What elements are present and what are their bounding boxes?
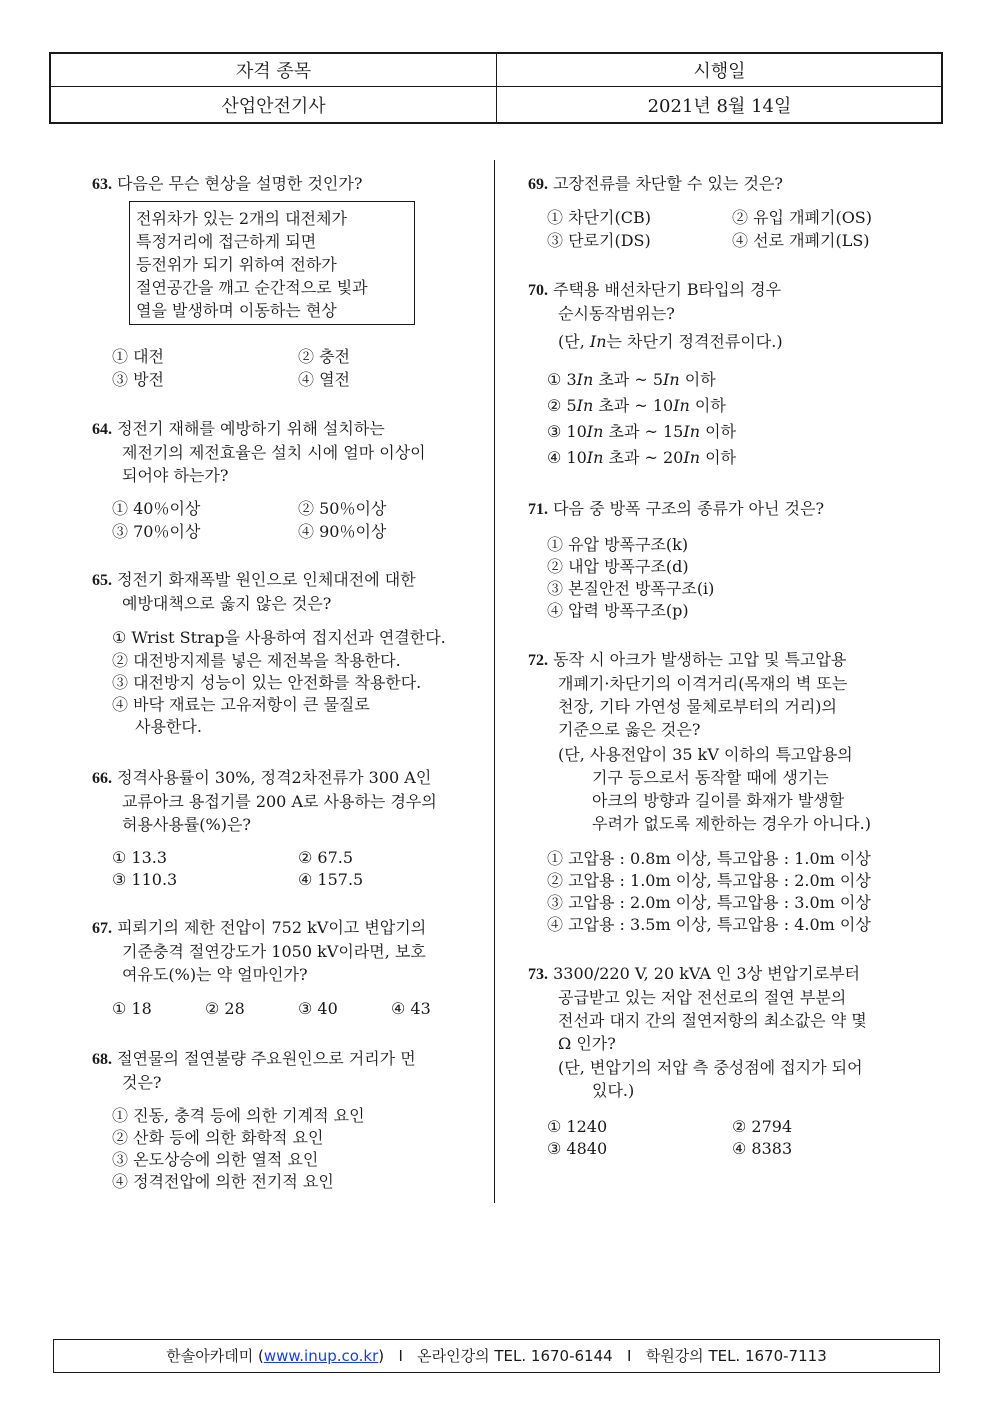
question-number: 63. [92,176,112,193]
header-label-date: 시행일 [693,61,746,82]
footer-contact: ) I 온라인강의 TEL. 1670-6144 I 학원강의 TEL. 1670-7113 [378,1347,827,1365]
question-63 [92,172,362,196]
option-2[interactable]: ② 5In 초과 ~ 10In 이하 [547,396,726,415]
option-4[interactable]: ④ 열전 [298,370,350,389]
option-3[interactable]: ③ 70％이상 [112,522,201,541]
question-text-line: 허용사용률(%)은? [122,815,252,834]
option-4-continued: 사용한다. [135,717,202,736]
note-line: (단, 사용전압이 35 kV 이하의 특고압용의 [558,745,853,764]
question-70-note [558,330,783,353]
box-line: 열을 발생하며 이동하는 현상 [136,301,337,320]
question-text-line: 공급받고 있는 저압 전선로의 절연 부분의 [558,988,847,1007]
option-1[interactable]: ① 차단기(CB) [547,208,651,227]
question-text-line: 정전기 화재폭발 원인으로 인체대전에 대한 [117,570,416,589]
question-65 [92,568,416,615]
box-line: 특정거리에 접근하게 되면 [136,232,317,251]
option-3[interactable]: ③ 본질안전 방폭구조(i) [547,579,715,598]
header-date: 2021년 8월 14일 [647,96,792,117]
question-text: 고장전류를 차단할 수 있는 것은? [553,174,783,193]
question-text-line: 개폐기·차단기의 이격거리(목재의 벽 또는 [558,674,848,693]
box-line: 전위차가 있는 2개의 대전체가 [136,209,347,228]
footer [53,1339,940,1373]
option-1[interactable]: ① 40％이상 [112,499,201,518]
question-64 [92,417,426,487]
option-4[interactable]: ④ 바닥 재료는 고유저항이 큰 물질로 [112,695,370,714]
option-2[interactable]: ② 2794 [732,1117,793,1136]
note-line: 있다.) [592,1081,635,1100]
option-3[interactable]: ③ 10In 초과 ~ 15In 이하 [547,422,737,441]
option-2[interactable]: ② 67.5 [298,848,354,867]
question-number: 72. [528,652,548,669]
option-1[interactable]: ① Wrist Strap을 사용하여 접지선과 연결한다. [112,628,446,647]
question-text-line: 절연물의 절연불량 주요원인으로 거리가 먼 [117,1049,416,1068]
option-3[interactable]: ③ 방전 [112,370,164,389]
footer-website-link[interactable]: www.inup.co.kr [263,1347,379,1365]
question-number: 67. [92,920,112,937]
question-text-line: 여유도(%)는 약 얼마인가? [122,965,308,984]
option-3[interactable]: ③ 40 [298,999,338,1018]
option-4[interactable]: ④ 10In 초과 ~ 20In 이하 [547,448,737,467]
question-text-line: 3300/220 V, 20 kVA 인 3상 변압기로부터 [553,964,861,983]
current-symbol: In [589,332,607,351]
question-number: 70. [528,282,548,299]
option-4[interactable]: ④ 43 [391,999,431,1018]
note-line: 우려가 없도록 제한하는 경우가 아니다.) [592,814,871,833]
option-2[interactable]: ② 50％이상 [298,499,387,518]
option-3[interactable]: ③ 고압용 : 2.0m 이상, 특고압용 : 3.0m 이상 [547,893,871,912]
option-2[interactable]: ② 충전 [298,347,350,366]
question-text-line: 정격사용률이 30%, 정격2차전류가 300 A인 [117,768,432,787]
option-4[interactable]: ④ 8383 [732,1139,793,1158]
question-text-line: 제전기의 제전효율은 설치 시에 얼마 이상이 [122,443,426,462]
question-text-line: 기준으로 옳은 것은? [558,720,701,739]
option-3[interactable]: ③ 단로기(DS) [547,231,651,250]
header-table [49,52,943,124]
question-number: 71. [528,501,548,518]
option-1[interactable]: ① 고압용 : 0.8m 이상, 특고압용 : 1.0m 이상 [547,849,871,868]
option-4[interactable]: ④ 157.5 [298,870,364,889]
question-number: 65. [92,572,112,589]
footer-org: 한솔아카데미 ( [166,1347,264,1365]
option-2[interactable]: ② 대전방지제를 넣은 제전복을 착용한다. [112,651,401,670]
option-1[interactable]: ① 13.3 [112,848,168,867]
question-text-line: 주택용 배선차단기 B타입의 경우 [553,280,782,299]
question-69 [528,172,783,196]
option-2[interactable]: ② 내압 방폭구조(d) [547,557,689,576]
option-1[interactable]: ① 진동, 충격 등에 의한 기계적 요인 [112,1106,365,1125]
question-text: 다음은 무슨 현상을 설명한 것인가? [117,174,363,193]
header-divider-horizontal [51,86,941,87]
option-4[interactable]: ④ 정격전압에 의한 전기적 요인 [112,1172,334,1191]
option-3[interactable]: ③ 4840 [547,1139,608,1158]
option-2[interactable]: ② 유입 개폐기(OS) [732,208,873,227]
box-line: 절연공간을 깨고 순간적으로 빛과 [136,278,368,297]
option-3[interactable]: ③ 대전방지 성능이 있는 안전화를 착용한다. [112,673,422,692]
header-subject: 산업안전기사 [221,96,326,117]
option-4[interactable]: ④ 90％이상 [298,522,387,541]
option-2[interactable]: ② 산화 등에 의한 화학적 요인 [112,1128,324,1147]
option-4[interactable]: ④ 고압용 : 3.5m 이상, 특고압용 : 4.0m 이상 [547,915,871,934]
question-73-note [558,1056,863,1102]
option-1[interactable]: ① 대전 [112,347,164,366]
box-line: 등전위가 되기 위하여 전하가 [136,255,337,274]
option-2[interactable]: ② 28 [205,999,245,1018]
note-prefix: (단, [558,332,590,351]
question-text-line: 천장, 기타 가연성 물체로부터의 거리)의 [558,697,837,716]
question-73 [528,962,867,1055]
option-4[interactable]: ④ 선로 개폐기(LS) [732,231,870,250]
note-line: (단, 변압기의 저압 측 중성점에 접지가 되어 [558,1058,863,1077]
column-divider [494,160,495,1203]
question-number: 68. [92,1051,112,1068]
option-4[interactable]: ④ 압력 방폭구조(p) [547,601,689,620]
question-number: 64. [92,421,112,438]
option-1[interactable]: ① 18 [112,999,152,1018]
question-text-line: Ω 인가? [558,1034,616,1053]
question-text-line: 동작 시 아크가 발생하는 고압 및 특고압용 [553,650,847,669]
question-72 [528,648,847,741]
question-66 [92,766,437,836]
question-text-line: 전선과 대지 간의 절연저항의 최소값은 약 몇 [558,1011,867,1030]
question-text-line: 순시동작범위는? [558,304,675,323]
question-number: 73. [528,966,548,983]
header-divider-vertical [496,54,497,122]
question-text-line: 것은? [122,1073,162,1092]
question-67 [92,916,426,986]
question-text: 다음 중 방폭 구조의 종류가 아닌 것은? [553,499,825,518]
question-text-line: 예방대책으로 옳지 않은 것은? [122,594,332,613]
question-71 [528,497,824,521]
question-63-definition-box [129,201,415,325]
note-suffix: 는 차단기 정격전류이다.) [606,332,783,351]
note-line: 아크의 방향과 길이를 화재가 발생할 [592,791,845,810]
option-3[interactable]: ③ 110.3 [112,870,178,889]
header-label-subject: 자격 종목 [235,61,312,82]
question-68 [92,1047,416,1094]
question-number: 66. [92,770,112,787]
option-3[interactable]: ③ 온도상승에 의한 열적 요인 [112,1150,319,1169]
question-text-line: 교류아크 용접기를 200 A로 사용하는 경우의 [122,792,437,811]
question-70 [528,278,781,325]
note-line: 기구 등으로서 동작할 때에 생기는 [592,768,829,787]
question-72-note [558,743,871,835]
question-text-line: 되어야 하는가? [122,466,229,485]
question-text-line: 정전기 재해를 예방하기 위해 설치하는 [117,419,385,438]
option-1[interactable]: ① 1240 [547,1117,608,1136]
option-1[interactable]: ① 3In 초과 ~ 5In 이하 [547,370,716,389]
question-text-line: 기준충격 절연강도가 1050 kV이라면, 보호 [122,942,426,961]
question-number: 69. [528,176,548,193]
question-text-line: 피뢰기의 제한 전압이 752 kV이고 변압기의 [117,918,427,937]
option-2[interactable]: ② 고압용 : 1.0m 이상, 특고압용 : 2.0m 이상 [547,871,871,890]
option-1[interactable]: ① 유압 방폭구조(k) [547,535,689,554]
